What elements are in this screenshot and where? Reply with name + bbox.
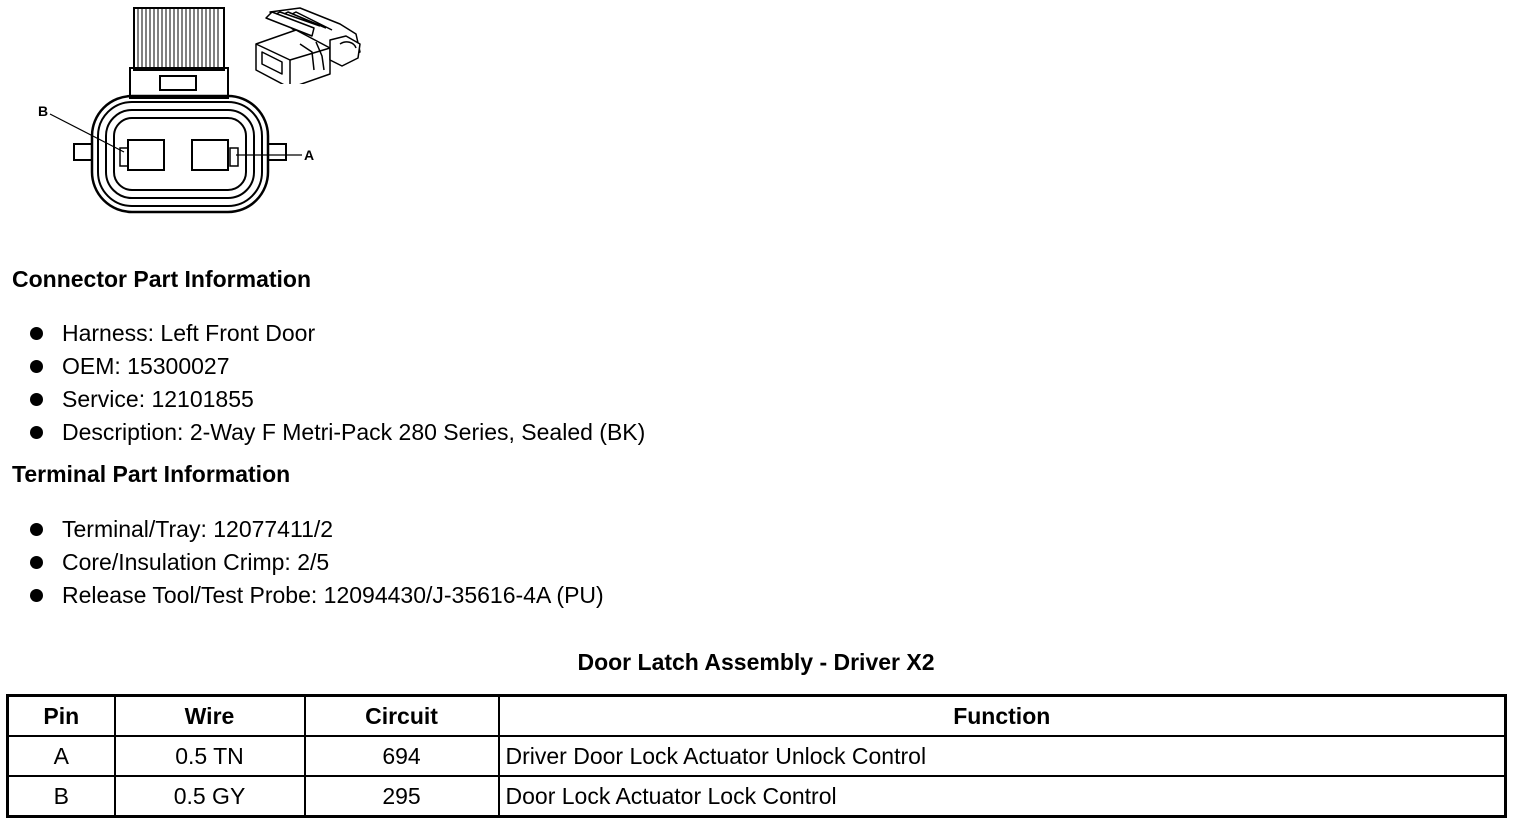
bullet-icon [30,589,43,602]
column-header-wire: Wire [115,696,305,737]
column-header-circuit: Circuit [305,696,499,737]
bullet-icon [30,556,43,569]
pin-b-label: B [38,103,49,119]
terminal-part-info-heading: Terminal Part Information [12,461,291,487]
circuit-cell: 295 [305,776,499,817]
list-item-text: Release Tool/Test Probe: 12094430/J-35616-4A (PU) [62,582,604,608]
list-item [30,579,604,612]
wire-cell: 0.5 GY [115,776,305,817]
list-item-text: Service: 12101855 [62,386,254,412]
connector-part-info-heading: Connector Part Information [12,266,312,292]
list-item [30,513,604,546]
pin-cell: A [8,736,115,776]
list-item-text: Core/Insulation Crimp: 2/5 [62,549,330,575]
column-header-pin: Pin [8,696,115,737]
function-cell: Door Lock Actuator Lock Control [499,776,1506,817]
pin-a-label: A [304,147,315,163]
wire-cell: 0.5 TN [115,736,305,776]
bullet-icon [30,426,43,439]
bullet-icon [30,360,43,373]
bullet-icon [30,327,43,340]
list-item [30,350,645,383]
function-cell: Driver Door Lock Actuator Unlock Control [499,736,1506,776]
connector-isometric-view [248,4,368,84]
bullet-icon [30,393,43,406]
list-item [30,317,645,350]
table-row [8,776,1506,817]
table-header-row [8,696,1506,737]
list-item [30,383,645,416]
table-row [8,736,1506,776]
pin-table [6,694,1507,818]
column-header-function: Function [499,696,1506,737]
list-item-text: Description: 2-Way F Metri-Pack 280 Series, Sealed (BK) [62,419,646,445]
connector-part-info-list [30,317,645,449]
bullet-icon [30,523,43,536]
list-item-text: Terminal/Tray: 12077411/2 [62,516,334,542]
table-title: Door Latch Assembly - Driver X2 [577,649,935,675]
terminal-part-info-list [30,513,604,612]
list-item-text: Harness: Left Front Door [62,320,316,346]
list-item [30,546,604,579]
list-item [30,416,645,449]
list-item-text: OEM: 15300027 [62,353,230,379]
pin-cell: B [8,776,115,817]
circuit-cell: 694 [305,736,499,776]
